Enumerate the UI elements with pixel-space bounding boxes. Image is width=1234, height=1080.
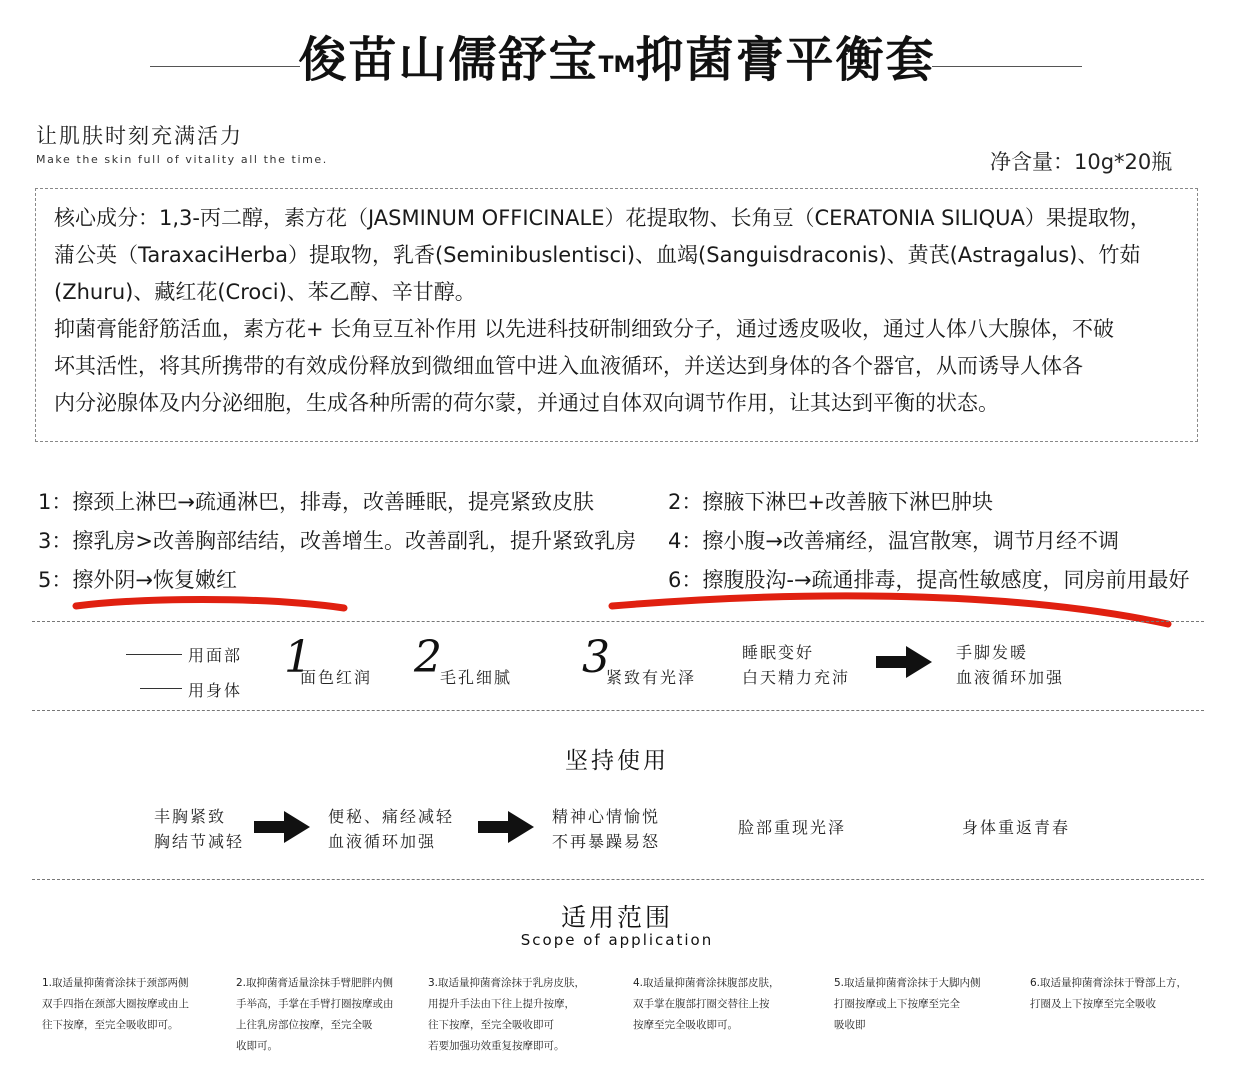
red-underline-left <box>76 600 344 609</box>
body-rule <box>140 688 182 689</box>
scope-subtitle: Scope of application <box>520 931 714 949</box>
scope-step-1: 1.取适量抑菌膏涂抹于颈部两侧 双手四指在颈部大圈按摩或由上 往下按摩，至完全吸收即可。 <box>42 977 189 1031</box>
persist-title: 坚持使用 <box>565 748 669 774</box>
persist-item-line2: 不再暴躁易怒 <box>552 832 661 851</box>
arrow-right-icon <box>478 810 534 844</box>
page-title: 俊苗山儒舒宝™抑菌膏平衡套 <box>298 32 936 88</box>
scope-step-3: 3.取适量抑菌膏涂抹于乳房皮肤， 用提升手法由下往上提升按摩， 往下按摩，至完全吸收即可 若要加强功效重复按摩即可。 <box>428 977 586 1052</box>
benefit-item: 3：擦乳房>改善胸部结结，改善增生。改善副乳，提升紧致乳房 <box>38 529 636 553</box>
persist-item-line1: 脸部重现光泽 <box>738 818 847 837</box>
effect-text: 紧致有光泽 <box>606 668 697 687</box>
slogan-en: Make the skin full of vitality all the time. <box>36 153 328 166</box>
persist-item-line1: 身体重返青春 <box>962 818 1071 837</box>
ingredients-box <box>35 188 1198 442</box>
usage-body: 用身体 <box>188 681 243 700</box>
ingredients-line: 核心成分：1,3-丙二醇，素方花（JASMINUM OFFICINALE）花提取物、长角豆（CERATONIA SILIQUA）果提取物， <box>54 206 1151 230</box>
ingredients-line: 蒲公英（TaraxaciHerba）提取物，乳香(Seminibuslentisci)、血竭(Sanguisdraconis)、黄芪(Astragalus)、竹茹 <box>54 243 1141 267</box>
effect-number: 2 <box>414 632 442 683</box>
scope-title: 适用范围 <box>560 903 673 932</box>
ingredients-line: 坏其活性，将其所携带的有效成份释放到微细血管中进入血液循环，并送达到身体的各个器官，从而诱导人体各 <box>54 354 1083 378</box>
divider <box>32 621 1204 622</box>
face-rule <box>126 654 182 655</box>
sleep-line2: 白天精力充沛 <box>742 668 851 687</box>
limbs-line1: 手脚发暖 <box>956 643 1029 662</box>
effect-text: 面色红润 <box>300 668 373 687</box>
scope-step-6: 6.取适量抑菌膏涂抹于臀部上方， 打圈及上下按摩至完全吸收 <box>1030 977 1188 1010</box>
arrow-right-icon <box>876 645 932 679</box>
scope-step-2: 2.取抑菌膏适量涂抹手臂肥胖内侧 手举高，手掌在手臂打圈按摩或由 上往乳房部位按摩，至完全吸 收即可。 <box>236 977 394 1052</box>
net-content: 净含量：10g*20瓶 <box>990 150 1173 174</box>
persist-item-line1: 精神心情愉悦 <box>552 807 661 826</box>
benefit-item: 5：擦外阴→恢复嫩红 <box>38 568 237 592</box>
scope-step-5: 5.取适量抑菌膏涂抹于大脚内侧 打圈按摩或上下按摩至完全 吸收即 <box>834 977 981 1031</box>
benefit-item: 6：擦腹股沟-→疏通排毒，提高性敏感度，同房前用最好 <box>668 568 1190 592</box>
persist-item-line1: 便秘、痛经减轻 <box>328 807 455 826</box>
usage-face: 用面部 <box>188 646 243 665</box>
benefit-item: 4：擦小腹→改善痛经，温宫散寒，调节月经不调 <box>668 529 1119 553</box>
red-underline-right <box>612 596 1168 624</box>
benefit-item: 1：擦颈上淋巴→疏通淋巴，排毒，改善睡眠，提亮紧致皮肤 <box>38 490 594 514</box>
ingredients-line: 内分泌腺体及内分泌细胞，生成各种所需的荷尔蒙，并通过自体双向调节作用，让其达到平衡的状态。 <box>54 391 999 415</box>
persist-item-line2: 胸结节减轻 <box>154 832 245 851</box>
divider <box>32 710 1204 711</box>
sleep-line1: 睡眠变好 <box>742 643 815 662</box>
effect-number: 3 <box>582 632 610 683</box>
slogan: 让肌肤时刻充满活力 <box>36 124 243 148</box>
trademark: TM <box>598 53 636 78</box>
ingredients-line: (Zhuru)、藏红花(Croci)、苯乙醇、辛甘醇。 <box>54 280 476 304</box>
effect-text: 毛孔细腻 <box>440 668 513 687</box>
ingredients-line: 抑菌膏能舒筋活血，素方花+ 长角豆互补作用 以先进科技研制细致分子，通过透皮吸收，通过人体八大腺体，不破 <box>54 317 1114 341</box>
divider <box>32 879 1204 880</box>
arrow-right-icon <box>254 810 310 844</box>
scope-step-4: 4.取适量抑菌膏涂抹腹部皮肤， 双手掌在腹部打圈交替往上按 按摩至完全吸收即可。 <box>633 977 780 1031</box>
persist-item-line2: 血液循环加强 <box>328 832 437 851</box>
persist-item-line1: 丰胸紧致 <box>154 807 227 826</box>
effect-number: 1 <box>284 632 312 683</box>
benefit-item: 2：擦腋下淋巴+改善腋下淋巴肿块 <box>668 490 993 514</box>
red-underline-marks <box>0 580 1234 640</box>
limbs-line2: 血液循环加强 <box>956 668 1065 687</box>
